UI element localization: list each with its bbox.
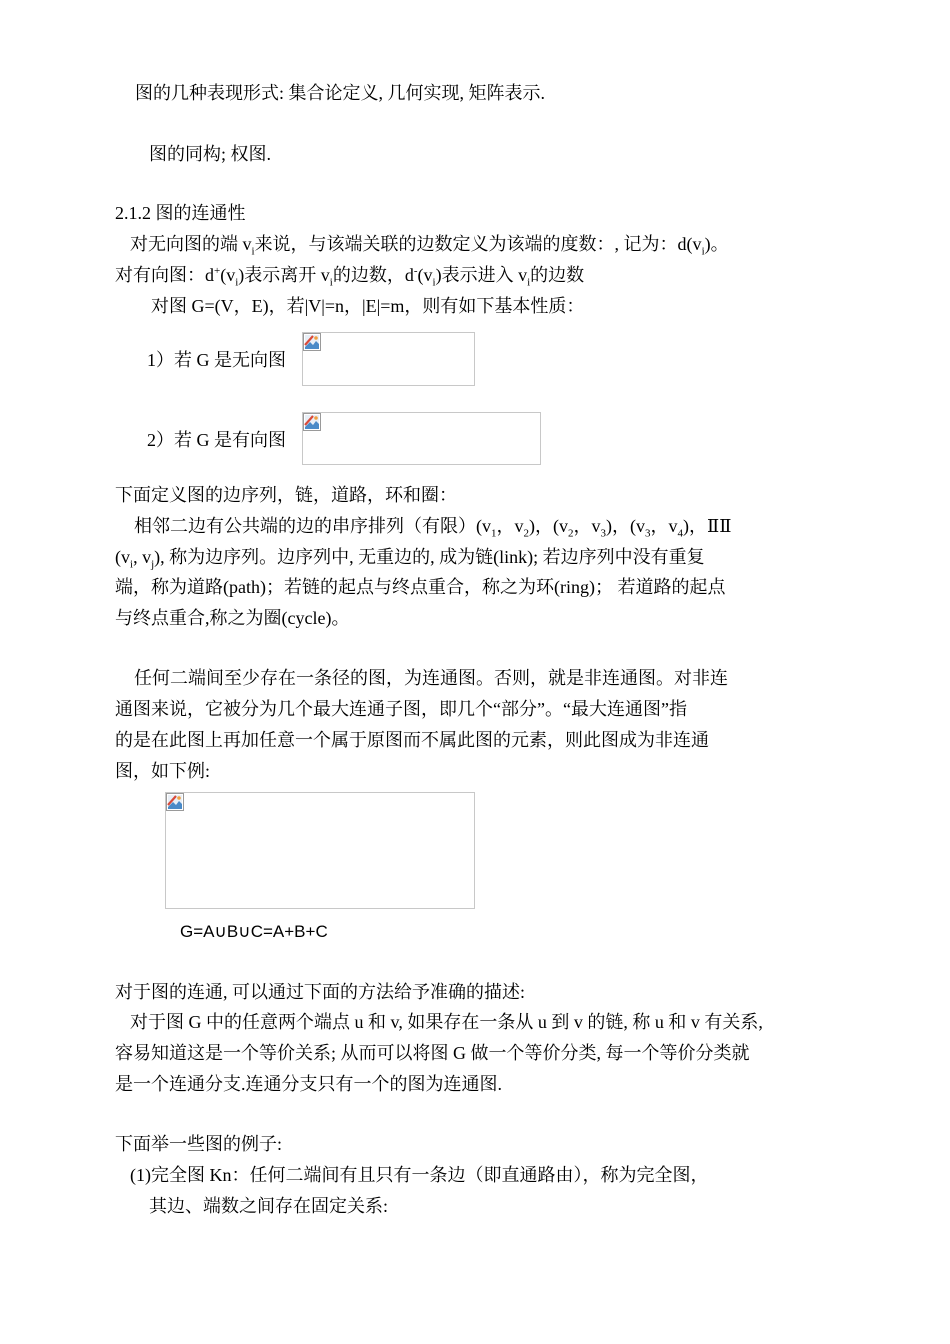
text-span: )。 (704, 234, 729, 254)
superscript: + (214, 265, 221, 277)
text-line: 任何二端间至少存在一条径的图，为连通图。否则，就是非连通图。对非连 (134, 668, 728, 688)
figure-caption: G=A∪B∪C=A+B+C (180, 922, 328, 941)
text-span: 来说，与该端关联的边数定义为该端的度数：, 记为：d(v (254, 234, 702, 254)
subscript: i (701, 245, 705, 258)
text-line: (1)完全图 Kn：任何二端间有且只有一条边（即直通路由），称为完全图， (130, 1165, 709, 1185)
text-line: 下面举一些图的例子: (115, 1134, 283, 1154)
text-span: 的边数 (530, 265, 585, 285)
text-span: )，(v (606, 516, 645, 536)
text-span: (v (417, 265, 433, 285)
broken-image-icon (166, 793, 184, 811)
text-line: 其边、端数之间存在固定关系: (149, 1196, 388, 1216)
subscript: 3 (645, 527, 651, 540)
text-span: (v (220, 265, 236, 285)
subscript: 4 (677, 527, 683, 540)
broken-image-icon (303, 333, 321, 351)
formula-image (302, 412, 541, 465)
subscript: 3 (600, 527, 606, 540)
text-line: 的是在此图上再加任意一个属于原图而不属此图的元素，则此图成为非连通 (115, 730, 709, 750)
text-line: 下面定义图的边序列，链，道路，环和圈： (115, 485, 457, 505)
text-span: 对有向图：d (115, 265, 214, 285)
subscript: i (130, 558, 134, 571)
text-line: 容易知道这是一个等价关系; 从而可以将图 G 做一个等价分类, 每一个等价分类就 (115, 1043, 750, 1063)
text-line: 图的几种表现形式: 集合论定义, 几何实现, 矩阵表示. (135, 83, 545, 103)
text-line: 图的同构; 权图. (149, 144, 272, 164)
text-line: 与终点重合,称之为圈(cycle)。 (115, 608, 350, 628)
subscript: j (151, 558, 155, 571)
text-span: 的边数，d (332, 265, 414, 285)
text-span: )，(v (529, 516, 568, 536)
text-line (130, 232, 729, 256)
text-line (115, 545, 705, 569)
subscript: i (432, 276, 436, 289)
subscript: 2 (523, 527, 529, 540)
formula-image (302, 332, 475, 386)
text-span: ，v (650, 516, 678, 536)
subscript: i (251, 245, 255, 258)
text-line: 图，如下例: (115, 761, 211, 781)
text-span: ), 称为边序列。边序列中, 无重边的, 成为链(link); 若边序列中没有重复 (154, 547, 705, 567)
text-span: )，ⅡⅡ (683, 516, 732, 536)
text-line (115, 263, 584, 287)
broken-image-icon (303, 413, 321, 431)
text-line: 通图来说，它被分为几个最大连通子图，即几个“部分”。“最大连通图”指 (115, 699, 687, 719)
text-line: 对于图 G 中的任意两个端点 u 和 v, 如果存在一条从 u 到 v 的链, 称 u 和 v 有关系, (130, 1012, 763, 1032)
text-line: 对图 G=(V，E)，若|V|=n，|E|=m，则有如下基本性质： (151, 296, 585, 316)
text-span: , v (133, 547, 152, 567)
subscript: i (235, 276, 239, 289)
text-line: 是一个连通分支.连通分支只有一个的图为连通图. (115, 1074, 502, 1094)
text-line (134, 514, 731, 538)
text-span: ，v (496, 516, 524, 536)
section-heading: 2.1.2 图的连通性 (115, 203, 246, 223)
property-2-label: 2）若 G 是有向图 (147, 430, 286, 450)
subscript: i (527, 276, 531, 289)
subscript: i (329, 276, 333, 289)
text-span: ，v (573, 516, 601, 536)
text-span: )表示进入 v (435, 265, 528, 285)
text-span: 相邻二边有公共端的边的串序排列（有限）(v (134, 516, 491, 536)
property-1-label: 1）若 G 是无向图 (147, 350, 286, 370)
example-graph-image (165, 792, 475, 909)
subscript: 1 (491, 527, 497, 540)
text-line: 端，称为道路(path)；若链的起点与终点重合，称之为环(ring)； 若道路的起点 (115, 577, 726, 597)
text-span: )表示离开 v (238, 265, 330, 285)
superscript: - (413, 265, 418, 277)
text-line: 对于图的连通, 可以通过下面的方法给予准确的描述: (115, 982, 525, 1002)
text-span: 对无向图的端 v (130, 234, 252, 254)
text-span: (v (115, 547, 130, 567)
subscript: 2 (568, 527, 574, 540)
